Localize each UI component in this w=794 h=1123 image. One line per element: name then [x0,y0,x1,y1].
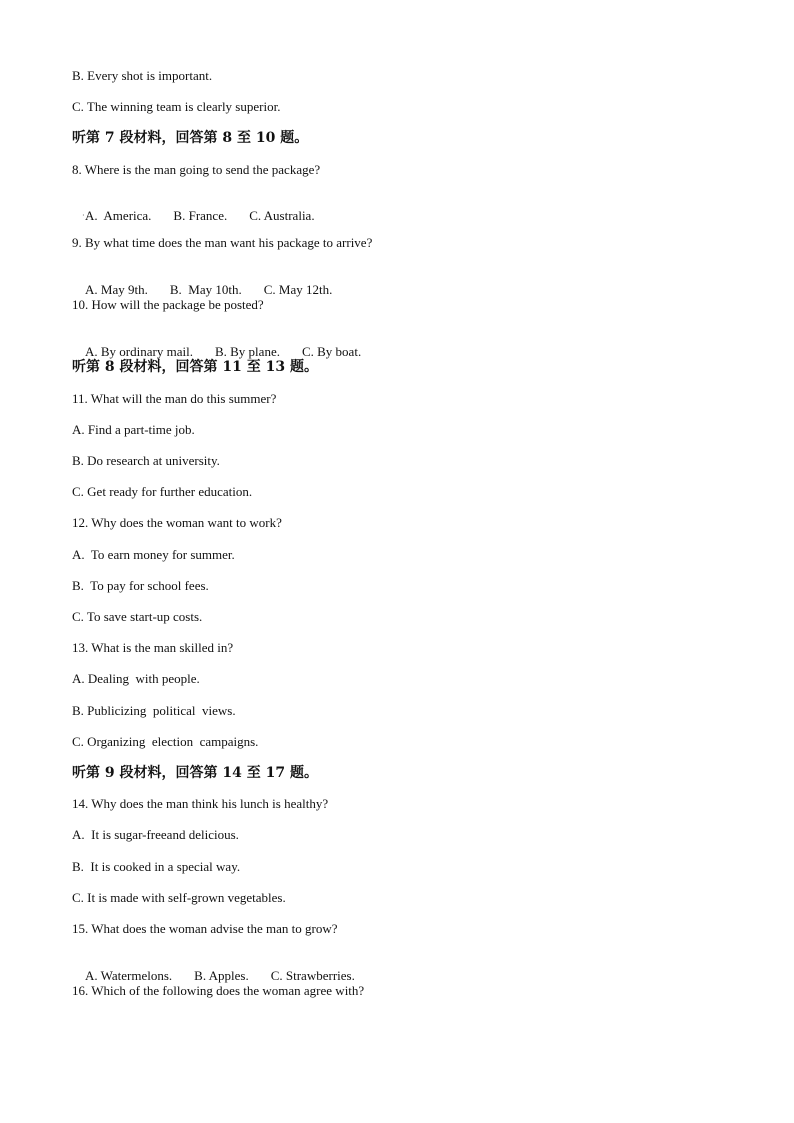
q8-option-b: B. France. [173,208,228,223]
q14-option-a: A. It is sugar-freeand delicious. [72,827,239,842]
question-12: 12. Why does the woman want to work? [72,515,282,530]
question-16: 16. Which of the following does the woman agree with? [72,983,365,998]
q9-option-c: C. May 12th. [263,282,333,297]
section-heading-8: 听第 8 段材料，回答第 11 至 13 题。 [72,359,318,375]
q8-option-c: C. Australia. [249,208,315,223]
question-14: 14. Why does the man think his lunch is healthy? [72,796,329,811]
q15-option-a: A. Watermelons. [85,968,173,983]
q12-option-a: A. To earn money for summer. [72,547,235,562]
section-heading-7: 听第 7 段材料，回答第 8 至 10 题。 [72,130,309,146]
q8-option-a: A. America. [85,208,152,223]
q13-option-a: A. Dealing with people. [72,671,200,686]
q10-option-a: A. By ordinary mail. [85,344,193,359]
q12-option-b: B. To pay for school fees. [72,578,209,593]
q15-option-c: C. Strawberries. [270,968,355,983]
q14-option-c: C. It is made with self-grown vegetables. [72,890,286,905]
question-11: 11. What will the man do this summer? [72,391,277,406]
question-13: 13. What is the man skilled in? [72,640,234,655]
q9-option-a: A. May 9th. [85,282,148,297]
question-8-options [72,192,315,240]
question-9: 9. By what time does the man want his package to arrive? [72,235,373,250]
q13-option-b: B. Publicizing political views. [72,703,236,718]
option-c-prev: C. The winning team is clearly superior. [72,99,281,114]
question-8: 8. Where is the man going to send the package? [72,162,321,177]
q14-option-b: B. It is cooked in a special way. [72,859,241,874]
option-b-prev: B. Every shot is important. [72,68,213,83]
q12-option-c: C. To save start-up costs. [72,609,203,624]
q10-option-b: B. By plane. [214,344,280,359]
q11-option-c: C. Get ready for further education. [72,484,253,499]
question-15: 15. What does the woman advise the man to grow? [72,921,338,936]
q10-option-c: C. By boat. [301,344,362,359]
q9-option-b: B. May 10th. [169,282,242,297]
question-10: 10. How will the package be posted? [72,297,264,312]
q11-option-a: A. Find a part-time job. [72,422,195,437]
q13-option-c: C. Organizing election campaigns. [72,734,259,749]
section-heading-9: 听第 9 段材料，回答第 14 至 17 题。 [72,765,318,781]
q15-option-b: B. Apples. [194,968,249,983]
stray-dot-mark: · [82,211,85,220]
q11-option-b: B. Do research at university. [72,453,220,468]
